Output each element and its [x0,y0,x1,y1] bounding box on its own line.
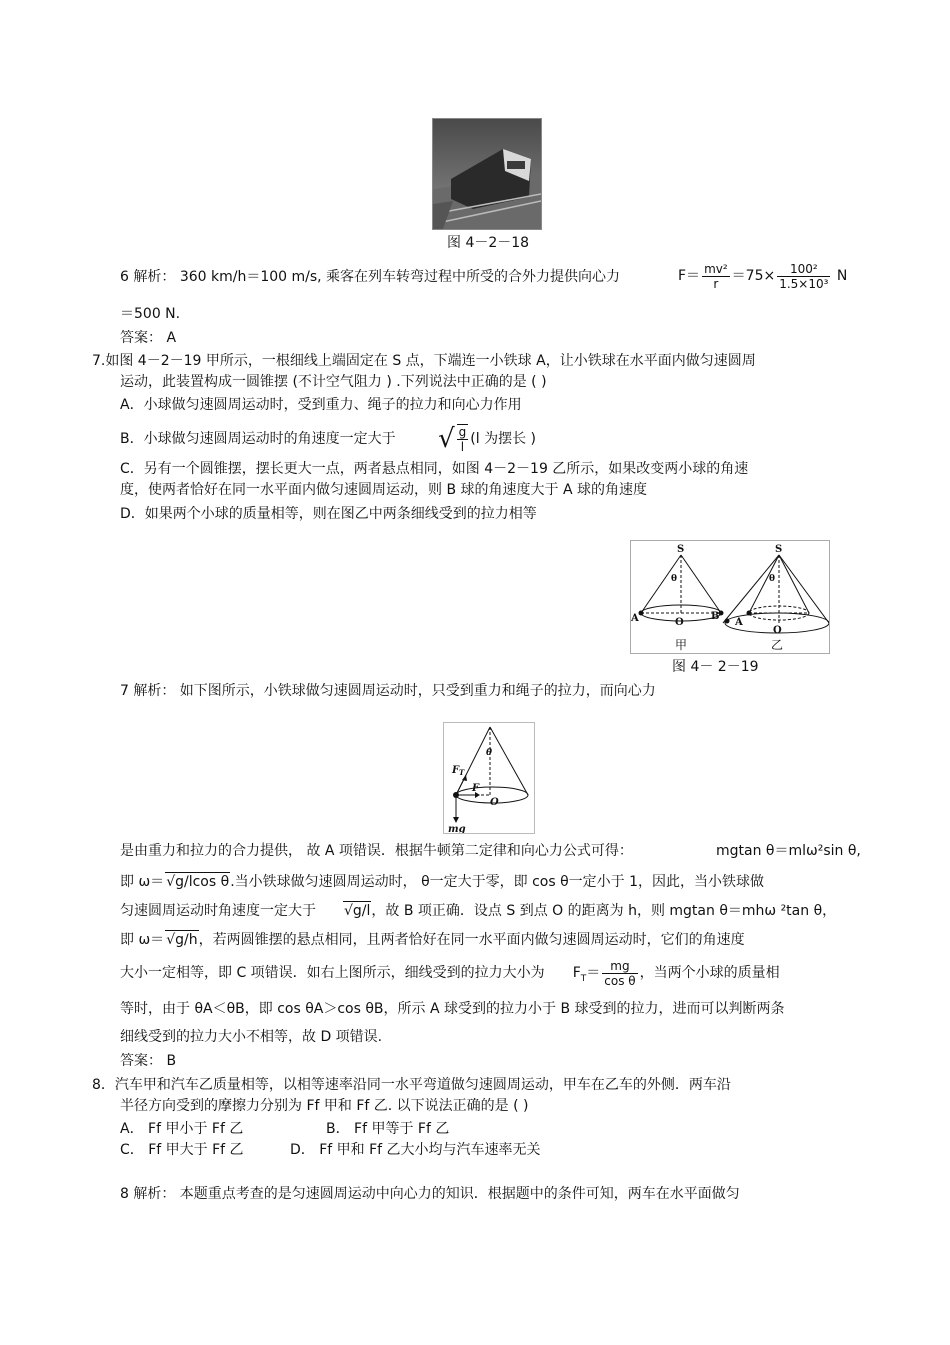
fig19-label-o-right: O [773,625,782,636]
q7-analysis-line3 [120,901,836,920]
fig19-label-yi: 乙 [771,638,784,652]
q6-frac2-num: 100² [777,262,830,277]
fig19-theta-right: θ [769,574,776,584]
q7-option-b-note: (l 为摆长 ) [470,431,536,447]
q6-frac2-den: 1.5×10³ [779,276,829,291]
q7-a5-ft-sub: T [580,973,587,984]
q6-analysis-label: 6 解析： [120,269,176,285]
force-diagram [443,722,535,834]
force-ft-sub: T [459,768,465,777]
q7-analysis-line1: 是由重力和拉力的合力提供， 故 A 项错误．根据牛顿第二定律和向心力公式可得： [120,843,633,859]
q7-option-b-frac-num: g [458,425,467,439]
q6-formula [678,258,847,294]
q7-a4-pre: 即 ω＝ [120,932,165,948]
q7-a5-frac-den: cos θ [604,973,636,988]
q7-a4-post: ，若两圆锥摆的悬点相同，且两者恰好在同一水平面内做匀速圆周运动时，它们的角速度 [198,932,745,948]
q7-a3-pre: 匀速圆周运动时角速度一定大于 [120,903,316,919]
q7-a3-post: ，故 B 项正确．设点 S 到点 O 的距离为 h，则 mgtan θ＝mhω ²tan θ， [371,903,837,919]
fig19-label-s-right: S [775,544,783,555]
q6-formula-unit: N [836,268,848,284]
q7-a5-frac-num: mg [602,959,637,974]
q8-option-b: B． Ff 甲等于 Ff 乙 [326,1121,450,1137]
q6-formula-lhs: F＝ [678,268,701,284]
q7-option-b: B．小球做匀速圆周运动时的角速度一定大于 √ $\frac{g}{l}$ (l 为摆长 ) [120,424,536,454]
q7-a2-sqrt: √ g/lcos θ [165,872,230,891]
q7-analysis-intro: 7 解析： 如下图所示，小铁球做匀速圆周运动时，只受到重力和绳子的拉力，而向心力 [120,683,656,699]
q7-analysis-line4 [120,930,745,949]
q7-answer: 答案： B [120,1053,177,1069]
q7-stem-line2: 运动，此装置构成一圆锥摆 (不计空气阻力 ) .下列说法中正确的是 ( ) [120,374,547,390]
q7-stem-line1: 7.如图 4－2－19 甲所示，一根细线上端固定在 S 点，下端连一小铁球 A，让小铁球在水平面内做匀速圆周 [92,353,756,369]
q7-analysis-line7: 细线受到的拉力大小不相等，故 D 项错误. [120,1029,383,1045]
q7-a5-post: ，当两个小球的质量相 [639,965,780,981]
fig19-label-jia: 甲 [675,638,688,652]
q6-frac1 [702,262,730,291]
q7-a5-frac [602,959,637,988]
q6-analysis-line [120,268,620,286]
q6-analysis-text: 360 km/h＝100 m/s, 乘客在列车转弯过程中所受的合外力提供向心力 [179,269,621,285]
q8-option-d: D． Ff 甲和 Ff 乙大小均与汽车速率无关 [290,1142,541,1158]
q8-stem-line2: 半径方向受到的摩擦力分别为 Ff 甲和 Ff 乙. 以下说法正确的是 ( ) [120,1098,529,1114]
q7-a3-sqrt: √ g/l [343,901,371,920]
q7-a2-pre: 即 ω＝ [120,874,165,890]
train-photo [432,118,542,230]
force-theta: θ [486,748,493,758]
fig19-label-a-left: A [631,613,639,624]
fig19-label-s-left: S [677,544,685,555]
q6-frac1-den: r [713,276,719,291]
q7-option-c-line2: 度，使两者恰好在同一水平面内做匀速圆周运动，则 B 球的角速度大于 A 球的角速度 [120,482,647,498]
force-f: F [472,783,480,794]
fig19-label-a-right: A [735,617,743,628]
figure-caption-4-2-19: 图 4－ 2－19 [672,659,759,675]
q7-analysis-formula1: mgtan θ＝mlω²sin θ, [716,843,861,859]
q6-formula-mid: ＝75× [731,268,776,284]
figure-caption-4-2-18: 图 4－2－18 [447,235,530,251]
cone-pendulum-figure [630,540,830,654]
fig19-label-b: B [711,611,720,622]
q6-result: ＝500 N. [120,306,181,322]
q8-analysis: 8 解析： 本题重点考查的是匀速圆周运动中向心力的知识．根据题中的条件可知，两车在水平面做匀 [120,1186,740,1202]
q6-frac1-num: mv² [704,261,728,276]
q7-option-d: D．如果两个小球的质量相等，则在图乙中两条细线受到的拉力相等 [120,506,537,522]
force-ft: F [452,765,460,776]
q7-analysis-line5 [120,955,780,997]
force-o: O [490,797,499,808]
fig19-theta-left: θ [671,574,678,584]
q7-a2-post: .当小铁球做匀速圆周运动时， θ一定大于零，即 cos θ一定小于 1，因此，当小铁球做 [230,874,765,890]
q7-a4-sqrt: √ g/h [165,930,198,949]
q7-option-c-line1: C．另有一个圆锥摆，摆长更大一点，两者悬点相同，如图 4－2－19 乙所示，如果改变两小球的角速 [120,461,749,477]
q6-answer: 答案： A [120,330,177,346]
q8-stem-line1: 8．汽车甲和汽车乙质量相等，以相等速率沿同一水平弯道做匀速圆周运动，甲车在乙车的外侧．两车沿 [92,1077,731,1093]
q7-a5-eq: ＝ [586,965,601,981]
force-mg: mg [448,824,466,833]
q7-a5-ft: F [572,965,581,981]
q7-a5-pre: 大小一定相等，即 C 项错误．如右上图所示，细线受到的拉力大小为 [120,965,545,981]
q7-option-b-text: B．小球做匀速圆周运动时的角速度一定大于 [120,431,396,447]
q7-option-b-frac [457,424,469,454]
q6-frac2 [777,262,830,291]
q8-option-a: A． Ff 甲小于 Ff 乙 [120,1121,244,1137]
fig19-label-o-left: O [675,617,684,628]
q7-option-a: A．小球做匀速圆周运动时，受到重力、绳子的拉力和向心力作用 [120,397,522,413]
q8-option-c: C． Ff 甲大于 Ff 乙 [120,1142,244,1158]
q7-analysis-line6: 等时，由于 θA＜θB，即 cos θA＞cos θB，所示 A 球受到的拉力小于 B 球受到的拉力，进而可以判断两条 [120,1001,785,1017]
q7-option-b-frac-den: l [460,440,465,454]
q7-analysis-line2 [120,872,764,891]
